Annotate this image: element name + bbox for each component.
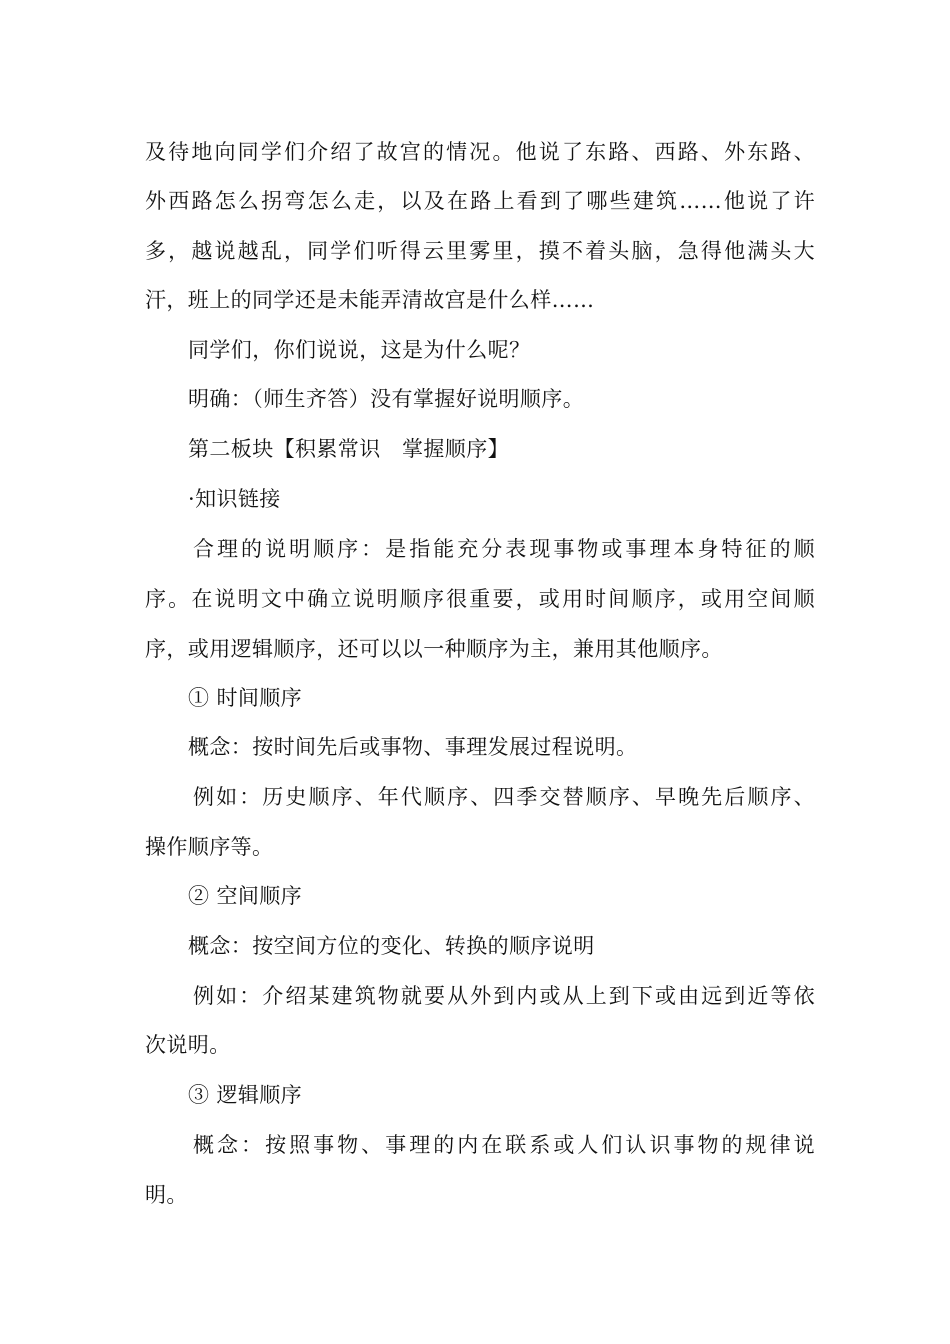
example-line: 例如：介绍某建筑物就要从外到内或从上到下或由远到近等依 (193, 984, 815, 1008)
subheading-knowledge-link: ·知识链接 (188, 487, 281, 511)
concept-line: 概念：按照事物、事理的内在联系或人们认识事物的规律说 (193, 1133, 815, 1157)
paragraph-line: 序。在说明文中确立说明顺序很重要，或用时间顺序，或用空间顺 (145, 587, 815, 611)
paragraph-line: 合理的说明顺序：是指能充分表现事物或事理本身特征的顺 (193, 537, 815, 561)
paragraph-line: 外西路怎么拐弯怎么走，以及在路上看到了哪些建筑……他说了许 (145, 189, 815, 213)
paragraph-line: 及待地向同学们介绍了故宫的情况。他说了东路、西路、外东路、 (145, 140, 815, 164)
paragraph-line: 多，越说越乱，同学们听得云里雾里，摸不着头脑，急得他满头大 (145, 239, 815, 263)
question-line: 同学们，你们说说，这是为什么呢？ (188, 338, 531, 362)
example-line: 次说明。 (145, 1033, 231, 1057)
paragraph-line: 汗，班上的同学还是未能弄清故宫是什么样…… (145, 288, 595, 312)
example-line: 例如：历史顺序、年代顺序、四季交替顺序、早晚先后顺序、 (193, 785, 815, 809)
example-line: 操作顺序等。 (145, 835, 274, 859)
subheading-space-order: ② 空间顺序 (188, 884, 303, 908)
section-heading: 第二板块【积累常识 掌握顺序】 (188, 437, 509, 461)
paragraph-line: 序，或用逻辑顺序，还可以以一种顺序为主，兼用其他顺序。 (145, 637, 723, 661)
concept-line: 概念：按空间方位的变化、转换的顺序说明 (188, 934, 595, 958)
concept-line: 明。 (145, 1183, 188, 1207)
subheading-time-order: ① 时间顺序 (188, 686, 303, 710)
subheading-logic-order: ③ 逻辑顺序 (188, 1083, 303, 1107)
concept-line: 概念：按时间先后或事物、事理发展过程说明。 (188, 735, 638, 759)
answer-line: 明确：（师生齐答）没有掌握好说明顺序。 (188, 387, 585, 411)
